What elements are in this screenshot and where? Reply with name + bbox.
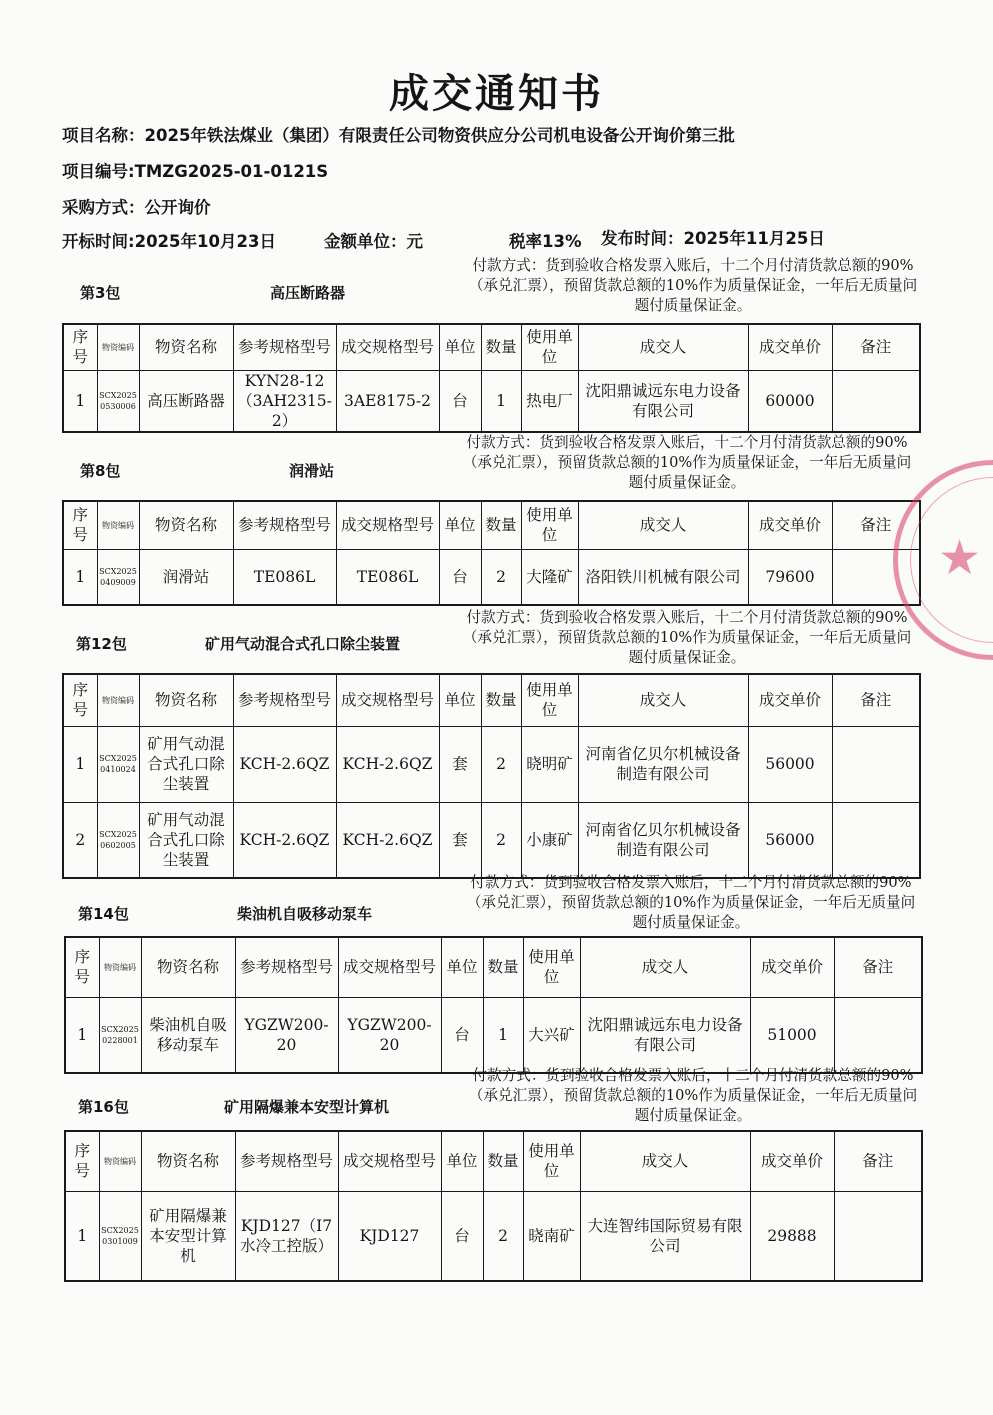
table-cell: 1	[63, 726, 97, 802]
column-header: 成交人	[580, 1131, 750, 1191]
payment-terms: 付款方式：货到验收合格发票入账后，十二个月付清货款总额的90%（承兑汇票），预留货款总额的10%作为质量保证金，一年后无质量问题付质量保证金。	[462, 434, 912, 491]
column-header: 物资名称	[139, 324, 233, 370]
package-name: 润滑站	[289, 462, 335, 480]
column-header: 使用单位	[521, 501, 578, 549]
column-header: 数量	[483, 937, 523, 997]
table-cell: KCH-2.6QZ	[336, 802, 439, 878]
table-cell: 矿用隔爆兼本安型计算机	[141, 1191, 235, 1281]
table-header-row	[65, 1131, 922, 1191]
column-header: 使用单位	[523, 1131, 580, 1191]
table-cell: KJD127（I7水冷工控版）	[235, 1191, 338, 1281]
star-icon: ★	[938, 530, 982, 586]
column-header: 物资编码	[97, 501, 139, 549]
package-name: 矿用隔爆兼本安型计算机	[224, 1098, 390, 1116]
table-cell: KCH-2.6QZ	[233, 726, 336, 802]
column-header: 参考规格型号	[233, 674, 336, 726]
table-cell: 热电厂	[521, 370, 578, 432]
award-table	[62, 500, 921, 606]
table-cell: 矿用气动混合式孔口除尘装置	[139, 802, 233, 878]
table-cell: 台	[439, 370, 481, 432]
column-header: 参考规格型号	[233, 324, 336, 370]
column-header: 备注	[834, 937, 922, 997]
column-header: 序号	[63, 324, 97, 370]
package-name: 矿用气动混合式孔口除尘装置	[205, 635, 401, 653]
table-cell: SCX2025 0602005	[97, 802, 139, 878]
table-cell: 晓明矿	[521, 726, 578, 802]
table-cell: 2	[481, 726, 521, 802]
table-cell: SCX2025 0409009	[97, 549, 139, 605]
table-header-row	[63, 324, 920, 370]
column-header: 序号	[65, 1131, 99, 1191]
table-cell: 79600	[748, 549, 832, 605]
table-cell: 河南省亿贝尔机械设备制造有限公司	[578, 802, 748, 878]
table-cell: 51000	[750, 997, 834, 1073]
table-cell: 29888	[750, 1191, 834, 1281]
column-header: 参考规格型号	[233, 501, 336, 549]
currency-unit: 金额单位：元	[324, 232, 423, 251]
table-row	[63, 370, 920, 432]
table-cell: 60000	[748, 370, 832, 432]
table-cell	[832, 726, 920, 802]
column-header: 成交规格型号	[338, 937, 441, 997]
column-header: 备注	[832, 501, 920, 549]
project-name: 项目名称：2025年铁法煤业（集团）有限责任公司物资供应分公司机电设备公开询价第三批	[62, 126, 735, 145]
table-cell: SCX2025 0301009	[99, 1191, 141, 1281]
table-cell: 台	[441, 1191, 483, 1281]
package-number: 第12包	[76, 635, 127, 653]
table-cell: SCX2025 0228001	[99, 997, 141, 1073]
column-header: 参考规格型号	[235, 1131, 338, 1191]
table-cell: 矿用气动混合式孔口除尘装置	[139, 726, 233, 802]
table-cell: 大兴矿	[523, 997, 580, 1073]
column-header: 单位	[441, 1131, 483, 1191]
column-header: 数量	[483, 1131, 523, 1191]
column-header: 成交人	[578, 674, 748, 726]
table-cell: 套	[439, 802, 481, 878]
table-row	[63, 726, 920, 802]
column-header: 成交单价	[748, 674, 832, 726]
table-cell: KJD127	[338, 1191, 441, 1281]
table-cell: 1	[63, 370, 97, 432]
column-header: 成交单价	[748, 501, 832, 549]
column-header: 物资名称	[141, 1131, 235, 1191]
table-cell: 1	[65, 1191, 99, 1281]
column-header: 成交规格型号	[336, 674, 439, 726]
table-cell	[832, 370, 920, 432]
column-header: 物资编码	[99, 1131, 141, 1191]
column-header: 使用单位	[521, 324, 578, 370]
package-number: 第14包	[78, 905, 129, 923]
table-row	[63, 802, 920, 878]
procurement-method: 采购方式：公开询价	[62, 198, 211, 217]
payment-terms: 付款方式：货到验收合格发票入账后，十二个月付清货款总额的90%（承兑汇票），预留货款总额的10%作为质量保证金，一年后无质量问题付质量保证金。	[468, 1067, 918, 1124]
table-cell: 1	[63, 549, 97, 605]
table-cell: 河南省亿贝尔机械设备制造有限公司	[578, 726, 748, 802]
column-header: 物资名称	[139, 501, 233, 549]
column-header: 序号	[63, 674, 97, 726]
table-cell: 大隆矿	[521, 549, 578, 605]
payment-terms: 付款方式：货到验收合格发票入账后，十二个月付清货款总额的90%（承兑汇票），预留货款总额的10%作为质量保证金，一年后无质量问题付质量保证金。	[468, 257, 918, 314]
column-header: 成交规格型号	[336, 501, 439, 549]
column-header: 物资名称	[141, 937, 235, 997]
column-header: 单位	[441, 937, 483, 997]
column-header: 数量	[481, 324, 521, 370]
column-header: 参考规格型号	[235, 937, 338, 997]
column-header: 物资名称	[139, 674, 233, 726]
column-header: 成交规格型号	[336, 324, 439, 370]
column-header: 备注	[834, 1131, 922, 1191]
bid-open-time: 开标时间:2025年10月23日	[62, 232, 276, 251]
table-cell: 沈阳鼎诚远东电力设备有限公司	[580, 997, 750, 1073]
payment-terms: 付款方式：货到验收合格发票入账后，十二个月付清货款总额的90%（承兑汇票），预留货款总额的10%作为质量保证金，一年后无质量问题付质量保证金。	[462, 609, 912, 666]
column-header: 数量	[481, 501, 521, 549]
table-cell: 1	[65, 997, 99, 1073]
column-header: 物资编码	[97, 674, 139, 726]
table-cell: 大连智纬国际贸易有限公司	[580, 1191, 750, 1281]
package-name: 柴油机自吸移动泵车	[237, 905, 373, 923]
column-header: 物资编码	[97, 324, 139, 370]
table-cell: 56000	[748, 802, 832, 878]
package-number: 第8包	[80, 462, 121, 480]
page-title: 成交通知书	[389, 71, 604, 117]
table-cell: 小康矿	[521, 802, 578, 878]
award-table	[62, 323, 921, 433]
table-cell: TE086L	[336, 549, 439, 605]
table-cell: YGZW200-20	[235, 997, 338, 1073]
table-header-row	[65, 937, 922, 997]
package-number: 第3包	[80, 284, 121, 302]
table-cell: 56000	[748, 726, 832, 802]
table-header-row	[63, 674, 920, 726]
award-table	[64, 1130, 923, 1282]
column-header: 成交人	[578, 324, 748, 370]
tax-rate: 税率13%	[509, 232, 582, 251]
column-header: 使用单位	[521, 674, 578, 726]
column-header: 备注	[832, 674, 920, 726]
table-cell: YGZW200-20	[338, 997, 441, 1073]
award-table	[62, 673, 921, 879]
table-cell: 2	[63, 802, 97, 878]
table-cell: 台	[441, 997, 483, 1073]
table-row	[65, 1191, 922, 1281]
table-cell: 套	[439, 726, 481, 802]
table-cell: 1	[483, 997, 523, 1073]
column-header: 成交单价	[750, 1131, 834, 1191]
table-cell	[834, 1191, 922, 1281]
table-cell: SCX2025 0410024	[97, 726, 139, 802]
column-header: 序号	[63, 501, 97, 549]
table-row	[65, 997, 922, 1073]
project-number: 项目编号:TMZG2025-01-0121S	[62, 162, 329, 181]
column-header: 单位	[439, 501, 481, 549]
table-cell: 2	[481, 802, 521, 878]
table-cell: 台	[439, 549, 481, 605]
table-cell: 3AE8175-2	[336, 370, 439, 432]
table-cell: SCX2025 0530006	[97, 370, 139, 432]
table-header-row	[63, 501, 920, 549]
table-cell: 晓南矿	[523, 1191, 580, 1281]
column-header: 成交人	[580, 937, 750, 997]
payment-terms: 付款方式：货到验收合格发票入账后，十二个月付清货款总额的90%（承兑汇票），预留货款总额的10%作为质量保证金，一年后无质量问题付质量保证金。	[466, 874, 916, 931]
table-cell: 高压断路器	[139, 370, 233, 432]
table-cell: 2	[483, 1191, 523, 1281]
table-cell: 洛阳铁川机械有限公司	[578, 549, 748, 605]
table-cell: KCH-2.6QZ	[233, 802, 336, 878]
column-header: 备注	[832, 324, 920, 370]
column-header: 数量	[481, 674, 521, 726]
package-number: 第16包	[78, 1098, 129, 1116]
table-cell	[834, 997, 922, 1073]
publish-time: 发布时间：2025年11月25日	[601, 229, 825, 248]
column-header: 成交单价	[748, 324, 832, 370]
column-header: 成交规格型号	[338, 1131, 441, 1191]
table-cell: 2	[481, 549, 521, 605]
column-header: 序号	[65, 937, 99, 997]
table-cell: 沈阳鼎诚远东电力设备有限公司	[578, 370, 748, 432]
column-header: 单位	[439, 324, 481, 370]
table-cell: 柴油机自吸移动泵车	[141, 997, 235, 1073]
table-cell: KYN28-12（3AH2315-2）	[233, 370, 336, 432]
column-header: 使用单位	[523, 937, 580, 997]
table-cell: KCH-2.6QZ	[336, 726, 439, 802]
award-table	[64, 936, 923, 1074]
column-header: 成交人	[578, 501, 748, 549]
column-header: 物资编码	[99, 937, 141, 997]
package-name: 高压断路器	[270, 284, 346, 302]
column-header: 单位	[439, 674, 481, 726]
table-cell: TE086L	[233, 549, 336, 605]
table-cell: 润滑站	[139, 549, 233, 605]
column-header: 成交单价	[750, 937, 834, 997]
table-cell	[832, 802, 920, 878]
table-cell: 1	[481, 370, 521, 432]
table-row	[63, 549, 920, 605]
